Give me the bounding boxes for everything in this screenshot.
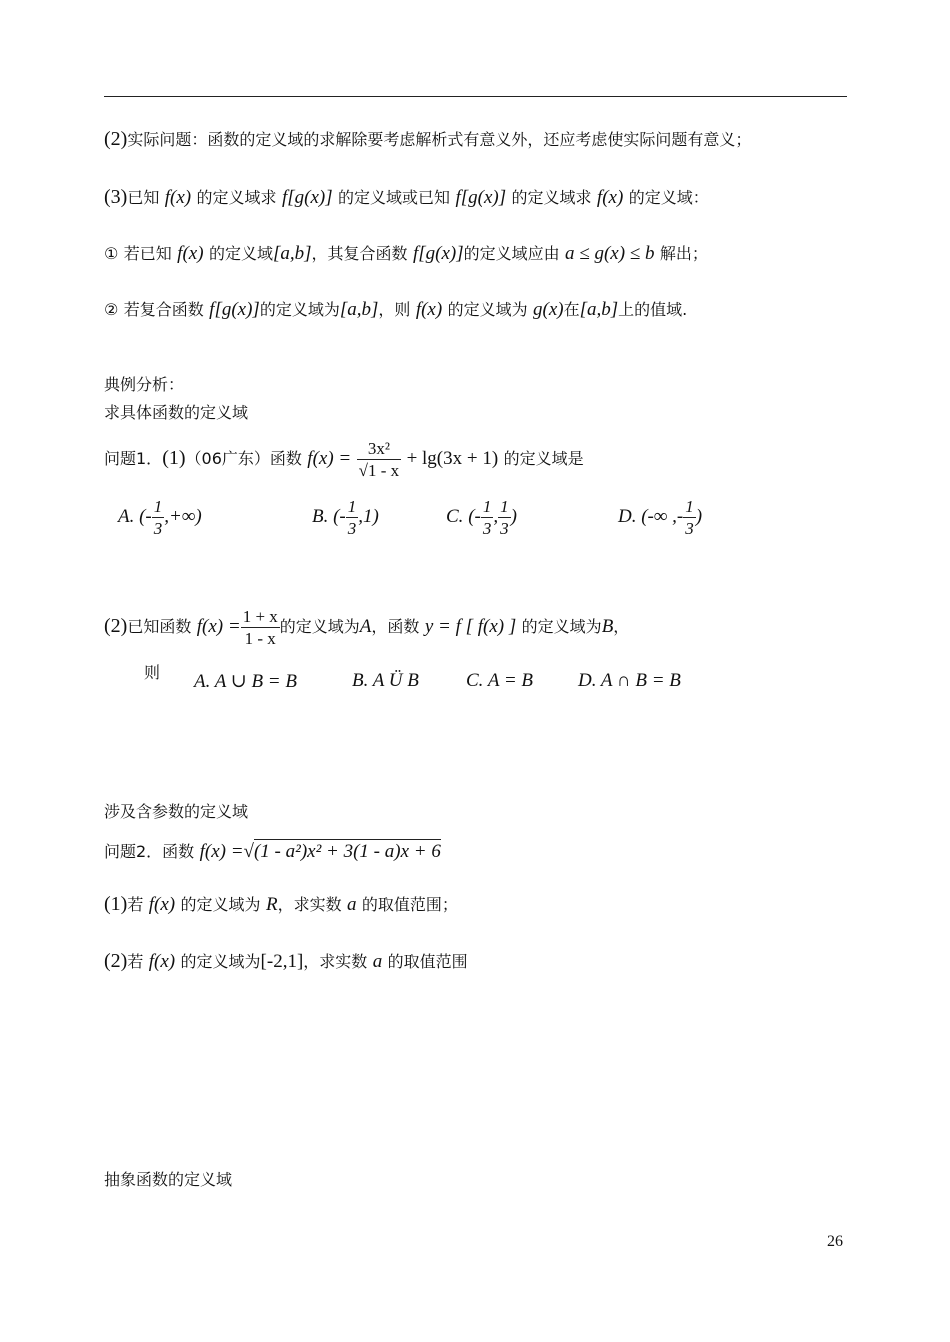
fraction — [498, 496, 511, 539]
option-label: B. — [312, 505, 329, 527]
text: 解出； — [659, 244, 708, 263]
option-d: D. A ∩ B = B — [578, 670, 681, 691]
point-number: (3) — [104, 186, 128, 208]
fraction — [152, 496, 165, 539]
math: f(x) — [177, 243, 204, 264]
math: a ≤ g(x) ≤ b — [565, 243, 655, 264]
math: ) — [695, 505, 703, 527]
text: ，求实数 — [277, 895, 342, 914]
item-marker: ① — [104, 244, 119, 263]
point-3 — [104, 185, 709, 210]
math: f(x) — [415, 299, 443, 320]
numerator: 1 — [482, 497, 492, 516]
text: 的定义域为 — [279, 617, 360, 636]
denominator: 3 — [153, 519, 163, 538]
option-b: B. A Ü B — [352, 670, 419, 691]
text: ，求实数 — [303, 952, 368, 971]
point-text: 实际问题：函数的定义域的求解除要考虑解析式有意义外，还应考虑使实际问题有意义； — [127, 130, 752, 149]
text: ，则 — [378, 300, 411, 319]
fraction — [481, 496, 494, 539]
point-number: (2) — [104, 128, 128, 150]
math: f[g(x)] — [412, 243, 464, 264]
math: [a,b] — [272, 243, 312, 264]
math: f[g(x)] — [455, 187, 507, 208]
numerator: 1 + x — [242, 607, 278, 626]
math: (- — [139, 505, 152, 527]
text: 的定义域求 — [511, 188, 592, 207]
math: a — [372, 951, 383, 972]
text: 的定义域为 — [259, 300, 340, 319]
math: ,1) — [358, 505, 379, 527]
text: 若 — [127, 952, 144, 971]
then-label: 则 — [144, 663, 161, 682]
numerator: 1 — [347, 497, 357, 516]
section-heading-abstract: 抽象函数的定义域 — [104, 1170, 233, 1189]
section-heading-examples: 典例分析： — [104, 375, 185, 394]
math: f(x) — [596, 187, 624, 208]
text: ，其复合函数 — [311, 244, 408, 263]
text: ， — [613, 617, 630, 636]
text: 的定义域为 — [447, 300, 528, 319]
math: g(x) — [533, 299, 564, 320]
text: 若 — [127, 895, 144, 914]
text: 的定义域为 — [521, 617, 602, 636]
math: ) — [510, 505, 517, 527]
text: 的定义域或已知 — [338, 188, 451, 207]
math: [a,b] — [579, 299, 619, 320]
section-heading-concrete: 求具体函数的定义域 — [104, 403, 249, 422]
denominator: 3 — [685, 519, 694, 538]
text: 的定义域应由 — [463, 244, 560, 263]
item-2 — [104, 298, 687, 322]
math: f(x) = — [307, 448, 352, 469]
math: f(x) = — [199, 841, 244, 862]
text: 的取值范围； — [361, 895, 458, 914]
numerator: 1 — [500, 497, 509, 516]
math: , — [493, 505, 499, 527]
text: 的取值范围 — [387, 952, 468, 971]
math: B — [601, 616, 614, 637]
text: 若已知 — [123, 244, 172, 263]
text: （06广东）函数 — [185, 449, 302, 468]
text: 的定义域为 — [180, 895, 261, 914]
question-2-part-1 — [104, 892, 458, 917]
math: [a,b] — [339, 299, 379, 320]
radicand: (1 - a²)x² + 3(1 - a)x + 6 — [253, 841, 441, 862]
numerator: 3x² — [357, 438, 402, 460]
option-c — [446, 496, 517, 539]
denominator: 3 — [482, 519, 492, 538]
radicand: 1 - x — [367, 461, 400, 480]
math: [-2,1] — [260, 951, 304, 972]
question-2 — [104, 834, 441, 870]
point-2 — [104, 127, 751, 152]
text: 的定义域为 — [180, 952, 261, 971]
math: f(x) — [148, 951, 176, 972]
sub-number: (2) — [104, 950, 128, 972]
math: R — [265, 894, 278, 915]
math: A — [359, 616, 372, 637]
text: 已知函数 — [127, 617, 192, 636]
question-1-part-2 — [104, 604, 629, 649]
denominator: 3 — [500, 519, 509, 538]
option-b — [312, 496, 379, 539]
option-label: A. — [118, 505, 135, 527]
option-a — [118, 496, 202, 539]
text: ，函数 — [371, 617, 420, 636]
option-c: C. A = B — [466, 670, 534, 691]
header-rule — [104, 96, 847, 97]
fraction — [346, 496, 359, 539]
math: f[g(x)] — [281, 187, 333, 208]
math: + lg(3x + 1) — [406, 448, 499, 469]
section-heading-param: 涉及含参数的定义域 — [104, 802, 249, 821]
math: a — [346, 894, 357, 915]
text: 上的值域. — [618, 300, 688, 319]
option-a: A. A ∪ B = B — [194, 671, 297, 692]
text: 的定义域： — [628, 188, 709, 207]
math: f[g(x)] — [209, 299, 260, 320]
math: ,+∞) — [164, 505, 202, 527]
text: 已知 — [127, 188, 160, 207]
math: y = f [ f(x) ] — [424, 616, 517, 637]
fraction — [241, 606, 280, 649]
text: 的定义域求 — [196, 188, 277, 207]
fraction — [683, 496, 696, 539]
math: (- — [468, 505, 481, 527]
math: (- — [333, 505, 346, 527]
option-d — [618, 496, 702, 539]
sub-number: (1) — [162, 447, 186, 469]
question-label: 问题1． — [104, 449, 163, 468]
math: f(x) — [148, 894, 176, 915]
text: 若复合函数 — [123, 300, 204, 319]
option-label: C. — [446, 505, 464, 527]
denominator: 3 — [347, 519, 357, 538]
text: 的定义域 — [208, 244, 273, 263]
numerator: 1 — [153, 497, 163, 516]
math: f(x) = — [196, 616, 241, 637]
math: f(x) — [164, 187, 192, 208]
denominator: 1 - x — [244, 629, 276, 648]
fraction — [357, 438, 402, 481]
sqrt-sign: √ — [243, 841, 254, 862]
item-1 — [104, 242, 708, 266]
text: 的定义域是 — [503, 449, 584, 468]
math: (-∞ ,- — [641, 505, 684, 527]
numerator: 1 — [685, 497, 694, 516]
sub-number: (1) — [104, 893, 128, 915]
question-label: 问题2．函数 — [104, 842, 195, 861]
question-2-part-2 — [104, 949, 468, 974]
option-label: D. — [618, 505, 637, 527]
sub-number: (2) — [104, 615, 128, 637]
text: 在 — [563, 300, 580, 319]
denominator: √1 - x — [358, 461, 400, 480]
question-1 — [104, 438, 584, 481]
item-marker: ② — [104, 300, 119, 319]
page-number: 26 — [827, 1233, 843, 1250]
